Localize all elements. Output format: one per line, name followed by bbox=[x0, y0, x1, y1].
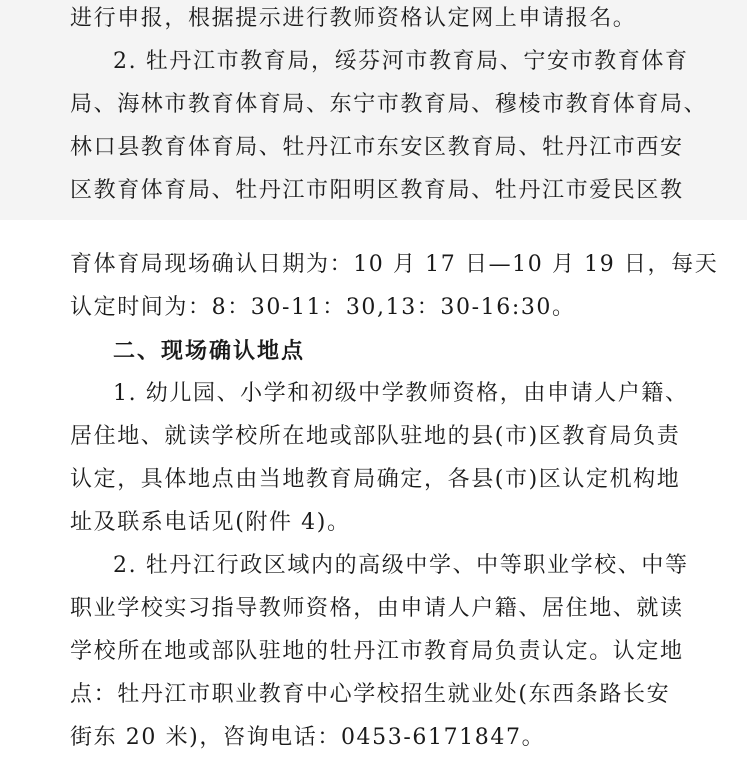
text-line: 林口县教育体育局、牡丹江市东安区教育局、牡丹江市西安 bbox=[70, 135, 684, 160]
text-line: 局、海林市教育体育局、东宁市教育局、穆棱市教育体育局、 bbox=[70, 92, 708, 117]
text-line: 职业学校实习指导教师资格，由申请人户籍、居住地、就读 bbox=[70, 596, 684, 621]
text-line: 2. 牡丹江市教育局，绥芬河市教育局、宁安市教育体育 bbox=[113, 49, 689, 74]
text-line: 1. 幼儿园、小学和初级中学教师资格，由申请人户籍、 bbox=[113, 381, 689, 406]
text-line: 区教育体育局、牡丹江市阳明区教育局、牡丹江市爱民区教 bbox=[70, 178, 684, 203]
text-line: 街东 20 米)，咨询电话：0453-6171847。 bbox=[70, 725, 546, 750]
text-line: 进行申报，根据提示进行教师资格认定网上申请报名。 bbox=[70, 6, 637, 31]
text-line: 2. 牡丹江行政区域内的高级中学、中等职业学校、中等 bbox=[113, 553, 689, 578]
text-line: 址及联系电话见(附件 4)。 bbox=[70, 510, 351, 535]
text-line: 育体育局现场确认日期为：10 月 17 日—10 月 19 日，每天 bbox=[70, 252, 719, 277]
text-line: 居住地、就读学校所在地或部队驻地的县(市)区教育局负责 bbox=[70, 424, 681, 449]
text-line: 认定，具体地点由当地教育局确定，各县(市)区认定机构地 bbox=[70, 467, 681, 492]
text-line: 认定时间为：8：30-11：30,13：30-16:30。 bbox=[70, 295, 576, 320]
text-line: 学校所在地或部队驻地的牡丹江市教育局负责认定。认定地 bbox=[70, 639, 684, 664]
top-scan-band bbox=[0, 0, 747, 220]
section-heading: 二、现场确认地点 bbox=[113, 338, 306, 364]
text-line: 点：牡丹江市职业教育中心学校招生就业处(东西条路长安 bbox=[70, 682, 671, 707]
